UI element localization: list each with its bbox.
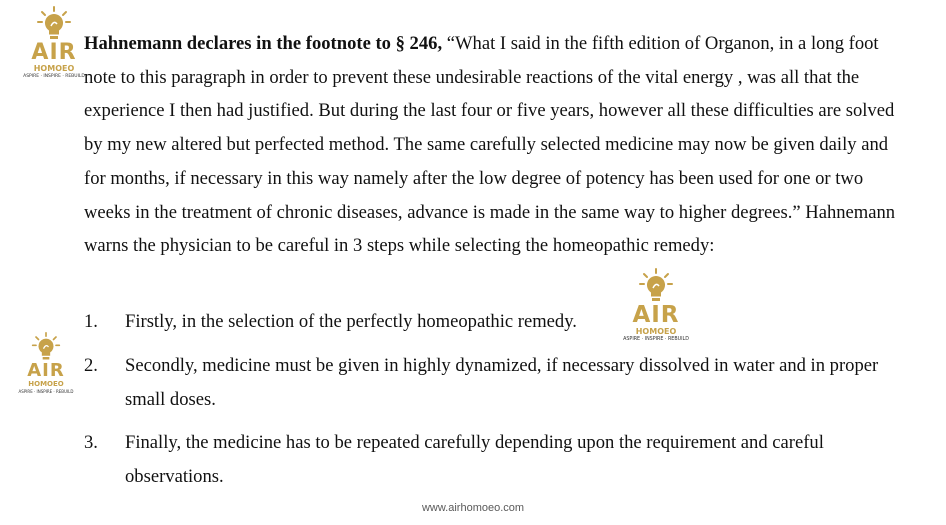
list-item-text: Firstly, in the selection of the perfectly homeopathic remedy. [125,311,577,332]
logo-brand: AIR [31,40,77,65]
logo-subbrand: HOMOEO [28,380,64,388]
list-item-number: 1. [84,311,98,332]
main-paragraph [84,27,904,263]
logo-subbrand: HOMOEO [33,64,75,73]
air-homoeo-logo-left [14,332,78,394]
lightbulb-icon [36,6,72,42]
list-item-number: 3. [84,432,98,453]
list-item-text: Finally, the medicine has to be repeated carefully depending upon the requirement and careful observations. [125,432,824,487]
logo-tagline: ASPIRE · INSPIRE · REBUILD [623,337,689,342]
list-item-text: Secondly, medicine must be given in highly dynamized, if necessary dissolved in water and in proper small doses. [125,355,879,410]
paragraph-body: “What I said in the fifth edition of Organon, in a long foot note to this paragraph in order to prevent these undesirable reactions of the vital energy , was all that the experience I then had justified. But during the last four or five years, however all these difficulties are solved by my new altered but perfected method. The same carefully selected medicine may now be given daily and for months, if necessary in this way namely after the low degree of potency has been used for one or two weeks in the treatment of chronic diseases, advance is made in the same way to higher degrees.” Hahnemann warns the physician to be careful in 3 steps while selecting the homeopathic remedy: [84,33,896,257]
lightbulb-icon [31,332,61,362]
logo-brand: AIR [632,302,680,328]
lightbulb-icon [638,268,674,304]
logo-tagline: ASPIRE · INSPIRE · REBUILD [18,389,74,394]
footer-url: www.airhomoeo.com [421,502,525,514]
logo-brand: AIR [27,360,65,381]
air-homoeo-logo-top [22,6,86,80]
logo-tagline: ASPIRE · INSPIRE · REBUILD [23,74,85,79]
logo-subbrand: HOMOEO [635,327,677,336]
paragraph-bold-lead: Hahnemann declares in the footnote to § 246, [84,33,443,54]
list-item-number: 2. [84,355,98,376]
